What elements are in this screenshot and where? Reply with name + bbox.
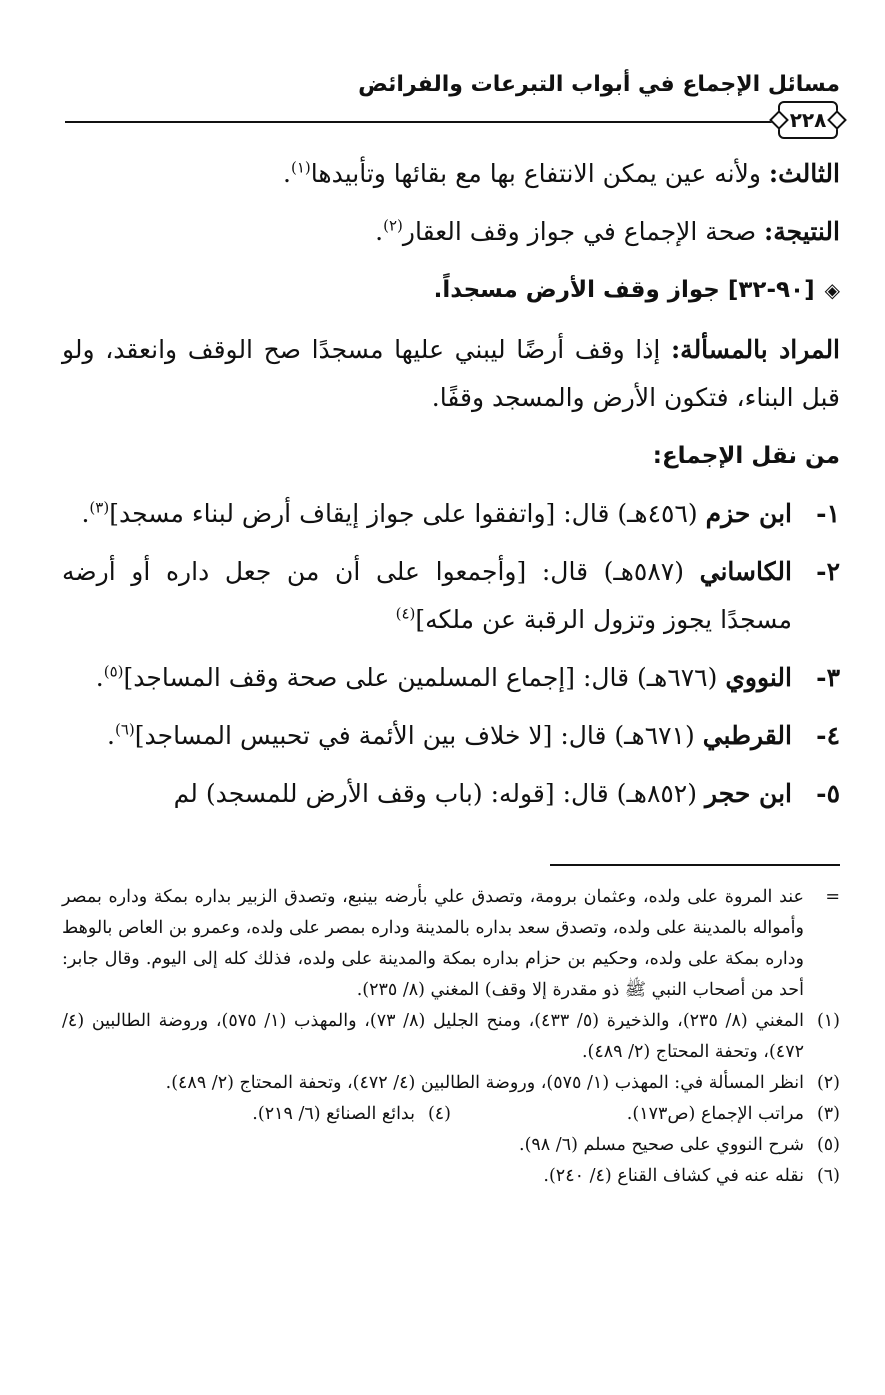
footnote-text: مراتب الإجماع (ص١٧٣). xyxy=(626,1104,804,1124)
scholar-name: ابن حجر xyxy=(704,779,792,808)
item-quote: (٤٥٦هـ) قال: [واتفقوا على جواز إيقاف أرض لبناء مسجد] xyxy=(109,499,698,528)
footnote-number: (٦) xyxy=(816,1166,840,1186)
footnote-text: انظر المسألة في: المهذب (١/ ٥٧٥)، وروضة الطالبين (٤/ ٤٧٢)، وتحفة المحتاج (٢/ ٤٨٩). xyxy=(165,1073,804,1093)
footnote-ref: (٥) xyxy=(103,662,124,681)
list-item xyxy=(62,548,840,644)
footnote-number: (٢) xyxy=(816,1073,840,1093)
third-text: ولأنه عين يمكن الانتفاع بها مع بقائها وتأبيدها xyxy=(310,159,761,188)
item-text xyxy=(62,654,792,702)
footnote-number: (٥) xyxy=(816,1135,840,1155)
item-end: . xyxy=(81,499,90,528)
item-text xyxy=(62,490,792,538)
item-end: . xyxy=(107,721,115,750)
footnote-row xyxy=(62,1099,840,1130)
scholar-name: الكاساني xyxy=(699,557,792,586)
item-number: ٥- xyxy=(816,779,840,808)
header-rule xyxy=(65,121,777,123)
footnote-ref: (٦) xyxy=(114,720,135,739)
meaning-text: إذا وقف أرضًا ليبني عليها مسجدًا صح الوقف وانعقد، ولو قبل البناء، فتكون الأرض والمسجد وقفًا. xyxy=(62,335,840,412)
list-item xyxy=(62,712,840,760)
list-item xyxy=(62,770,840,818)
footnote-ref: (٣) xyxy=(89,498,110,517)
footnote-text: عند المروة على ولده، وعثمان برومة، وتصدق علي بأرضه بينبع، وتصدق الزبير بداره بمكة وداره بمصر وأمواله بالمدينة على ولده، وتصدق سعد بداره بالمدينة وداره بمصر على ولده، وعمرو بن العاص بالوهط وداره بمكة على ولده، وحكيم بن حزام بداره بمكة والمدينة على ولده، فذلك كله إلى اليوم. وقال جابر: أحد من أصحاب النبي ﷺ ذو مقدرة إلا وقف) المغني (٨/ ٢٣٥). xyxy=(62,887,804,1000)
page-number-badge xyxy=(778,101,838,139)
result-paragraph: النتيجة: صحة الإجماع في جواز وقف العقار$^{(٢)}$. xyxy=(375,216,840,246)
page-number: ٢٢٨ xyxy=(789,108,827,132)
footnotes xyxy=(62,882,840,1192)
footnote-ref: (١) xyxy=(291,158,311,177)
meaning-label: المراد بالمسألة: xyxy=(670,335,841,364)
footnote-item xyxy=(451,1099,840,1130)
consensus-heading: من نقل الإجماع: xyxy=(652,443,840,469)
footnote-text: شرح النووي على صحيح مسلم (٦/ ٩٨). xyxy=(519,1135,804,1155)
scholar-name: القرطبي xyxy=(702,721,792,750)
diamond-bullet-icon: ◈ xyxy=(824,278,840,302)
scholar-name: النووي xyxy=(725,663,792,692)
footnote-text: المغني (٨/ ٢٣٥)، والذخيرة (٥/ ٤٣٣)، ومنح الجليل (٨/ ٧٣)، والمهذب (١/ ٥٧٥)، وروضة الطالبين (٤/ ٤٧٢)، وتحفة المحتاج (٢/ ٤٨٩). xyxy=(62,1011,804,1062)
item-number: ٢- xyxy=(816,557,840,586)
footnote-item xyxy=(62,1099,451,1130)
footnote-separator xyxy=(550,864,840,866)
item-end: . xyxy=(95,663,104,692)
item-text xyxy=(62,770,792,818)
footnote-item xyxy=(62,1006,840,1068)
footnote-ref: (٢) xyxy=(383,216,403,235)
footnote-continuation xyxy=(62,882,840,1006)
item-number: ٤- xyxy=(816,721,840,750)
third-argument: الثالث: ولأنه عين يمكن الانتفاع بها مع بقائها وتأبيدها$^{(١)}$. xyxy=(283,158,840,188)
item-number: ١- xyxy=(816,499,840,528)
footnote-item xyxy=(62,1130,840,1161)
footnote-text: بدائع الصنائع (٦/ ٢١٩). xyxy=(252,1104,415,1124)
footnote-ref: (٤) xyxy=(395,604,416,623)
header-title: مسائل الإجماع في أبواب التبرعات والفرائض xyxy=(358,72,840,97)
item-text xyxy=(62,548,792,644)
list-item xyxy=(62,654,840,702)
item-quote: (٦٧١هـ) قال: [لا خلاف بين الأئمة في تحبيس المساجد] xyxy=(134,721,695,750)
main-text xyxy=(62,150,840,828)
result-label: النتيجة: xyxy=(764,217,840,246)
item-quote: (٦٧٦هـ) قال: [إجماع المسلمين على صحة وقف المساجد] xyxy=(123,663,718,692)
meaning-paragraph xyxy=(62,326,840,422)
footnote-number: (١) xyxy=(816,1011,840,1031)
footnote-number: (٣) xyxy=(816,1104,840,1124)
item-text xyxy=(62,712,792,760)
issue-heading xyxy=(62,266,840,314)
issue-title: [٩٠-٣٢] جواز وقف الأرض مسجداً. xyxy=(433,277,815,303)
footnote-number: (٤) xyxy=(427,1104,451,1124)
result-text: صحة الإجماع في جواز وقف العقار xyxy=(402,217,757,246)
scholar-name: ابن حزم xyxy=(705,499,792,528)
third-label: الثالث: xyxy=(768,159,840,188)
footnote-item xyxy=(62,1161,840,1192)
footnote-text: نقله عنه في كشاف القناع (٤/ ٢٤٠). xyxy=(543,1166,804,1186)
footnote-item xyxy=(62,1068,840,1099)
item-quote: (٨٥٢هـ) قال: [قوله: (باب وقف الأرض للمسجد) لم xyxy=(173,779,698,808)
footnote-number: = xyxy=(825,887,840,907)
item-quote: (٥٨٧هـ) قال: [وأجمعوا على أن من جعل داره أو أرضه مسجدًا يجوز وتزول الرقبة عن ملكه] xyxy=(62,557,792,634)
item-number: ٣- xyxy=(816,663,840,692)
list-item xyxy=(62,490,840,538)
running-header xyxy=(60,72,840,102)
